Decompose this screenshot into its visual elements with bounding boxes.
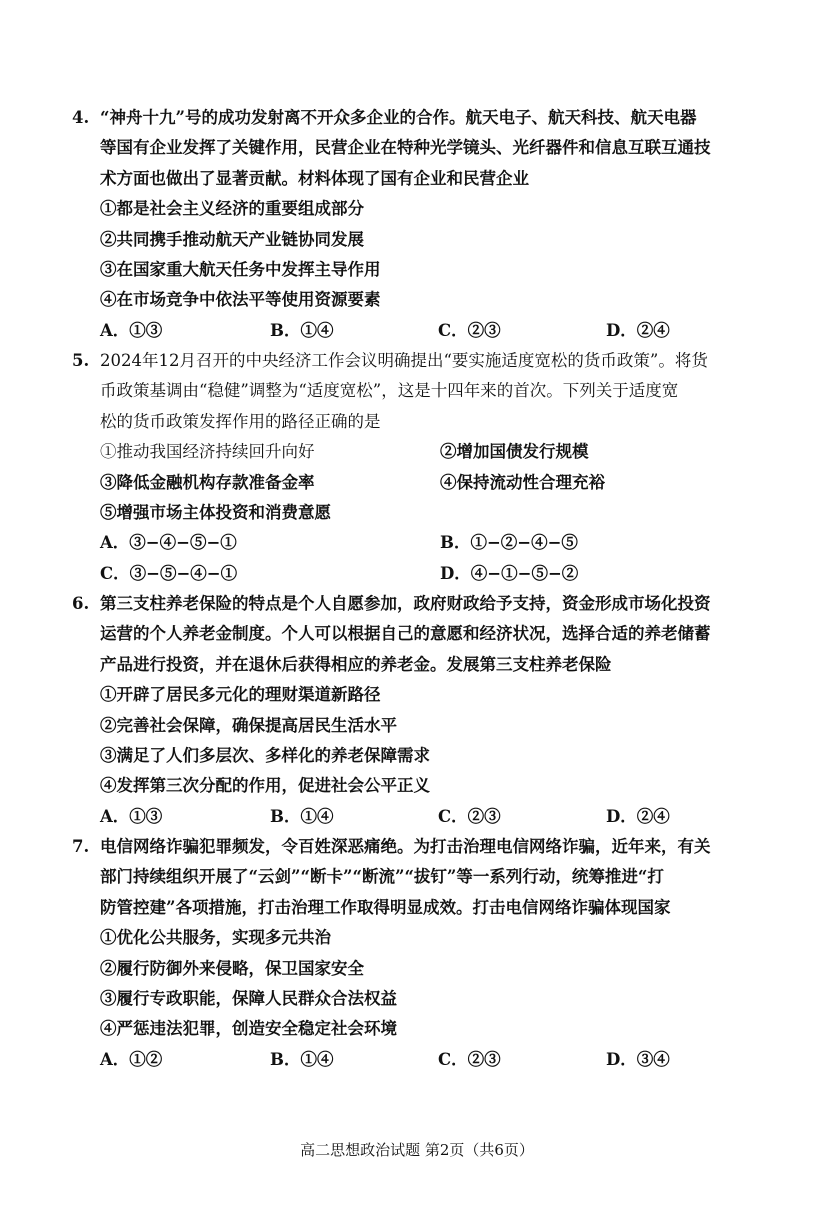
choice-a[interactable]: A．①③ bbox=[100, 806, 163, 826]
question-4 bbox=[72, 103, 762, 346]
question-stem-line: 电信网络诈骗犯罪频发，令百姓深恶痛绝。为打击治理电信网络诈骗，近年来，有关 bbox=[100, 837, 711, 856]
choice-c[interactable]: C．②③ bbox=[438, 1049, 501, 1069]
statement-option: ③降低金融机构存款准备金率 bbox=[100, 472, 315, 492]
statement-option: ①都是社会主义经济的重要组成部分 bbox=[100, 199, 364, 219]
statement-option: ②完善社会保障，确保提高居民生活水平 bbox=[100, 715, 397, 735]
question-number: 4. bbox=[72, 108, 90, 127]
page-footer: 高二思想政治试题 第2页（共6页） bbox=[300, 1141, 534, 1159]
choice-d[interactable]: D．③④ bbox=[606, 1049, 670, 1069]
question-5 bbox=[72, 346, 762, 589]
answer-choices bbox=[100, 802, 762, 832]
question-number: 6. bbox=[72, 594, 90, 613]
question-stem-line: 术方面也做出了显著贡献。材料体现了国有企业和民营企业 bbox=[100, 168, 529, 188]
choice-a[interactable]: A．③−④−⑤−① bbox=[100, 533, 237, 553]
question-stem-line: 币政策基调由“稳健”调整为“适度宽松”，这是十四年来的首次。下列关于适度宽 bbox=[100, 381, 679, 401]
question-stem-line: 部门持续组织开展了“云剑”“断卡”“断流”“拔钉”等一系列行动，统筹推进“打 bbox=[100, 867, 664, 887]
answer-choices bbox=[100, 528, 762, 558]
question-stem-line: 第三支柱养老保险的特点是个人自愿参加，政府财政给予支持，资金形成市场化投资 bbox=[100, 594, 711, 613]
choice-b[interactable]: B．①④ bbox=[270, 806, 334, 826]
statement-option: ④严惩违法犯罪，创造安全稳定社会环境 bbox=[100, 1019, 397, 1039]
question-stem-line: 运营的个人养老金制度。个人可以根据自己的意愿和经济状况，选择合适的养老储蓄 bbox=[100, 624, 711, 644]
choice-d[interactable]: D．②④ bbox=[606, 320, 670, 340]
choice-a[interactable]: A．①③ bbox=[100, 320, 163, 340]
statement-option: ②履行防御外来侵略，保卫国家安全 bbox=[100, 958, 364, 978]
statement-row bbox=[100, 468, 762, 498]
question-stem-line: “神舟十九”号的成功发射离不开众多企业的合作。航天电子、航天科技、航天电器 bbox=[100, 108, 697, 127]
question-6 bbox=[72, 589, 762, 832]
statement-option: ④保持流动性合理充裕 bbox=[440, 472, 605, 492]
question-number: 5. bbox=[72, 351, 90, 370]
statement-option: ①开辟了居民多元化的理财渠道新路径 bbox=[100, 685, 381, 705]
answer-choices bbox=[100, 1045, 762, 1075]
choice-d[interactable]: D．④−①−⑤−② bbox=[440, 563, 579, 583]
question-7 bbox=[72, 832, 762, 1075]
statement-option: ②共同携手推动航天产业链协同发展 bbox=[100, 229, 364, 249]
question-stem-line: 防管控建”各项措施，打击治理工作取得明显成效。打击电信网络诈骗体现国家 bbox=[100, 897, 671, 917]
statement-option: ④发挥第三次分配的作用，促进社会公平正义 bbox=[100, 776, 430, 796]
choice-b[interactable]: B．①−②−④−⑤ bbox=[440, 533, 578, 553]
answer-choices bbox=[100, 559, 762, 589]
choice-d[interactable]: D．②④ bbox=[606, 806, 670, 826]
choice-b[interactable]: B．①④ bbox=[270, 1049, 334, 1069]
statement-row bbox=[100, 437, 762, 467]
answer-choices bbox=[100, 316, 762, 346]
statement-option: ②增加国债发行规模 bbox=[440, 442, 589, 462]
statement-option: ③在国家重大航天任务中发挥主导作用 bbox=[100, 259, 381, 279]
statement-option: ④在市场竞争中依法平等使用资源要素 bbox=[100, 290, 381, 310]
statement-option: ③履行专政职能，保障人民群众合法权益 bbox=[100, 988, 397, 1008]
statement-option: ③满足了人们多层次、多样化的养老保障需求 bbox=[100, 745, 430, 765]
choice-c[interactable]: C．②③ bbox=[438, 320, 501, 340]
question-stem-line: 等国有企业发挥了关键作用，民营企业在特种光学镜头、光纤器件和信息互联互通技 bbox=[100, 138, 711, 158]
question-stem-line: 松的货币政策发挥作用的路径正确的是 bbox=[100, 411, 381, 431]
statement-option: ①推动我国经济持续回升向好 bbox=[100, 442, 315, 462]
question-number: 7. bbox=[72, 837, 90, 856]
statement-option: ⑤增强市场主体投资和消费意愿 bbox=[100, 502, 331, 522]
choice-c[interactable]: C．②③ bbox=[438, 806, 501, 826]
question-stem-line: 产品进行投资，并在退休后获得相应的养老金。发展第三支柱养老保险 bbox=[100, 654, 612, 674]
statement-option: ①优化公共服务，实现多元共治 bbox=[100, 928, 331, 948]
choice-b[interactable]: B．①④ bbox=[270, 320, 334, 340]
choice-a[interactable]: A．①② bbox=[100, 1049, 163, 1069]
choice-c[interactable]: C．③−⑤−④−① bbox=[100, 563, 238, 583]
question-stem-line: 2024年12月召开的中央经济工作会议明确提出“要实施适度宽松的货币政策”。将货 bbox=[100, 351, 708, 370]
